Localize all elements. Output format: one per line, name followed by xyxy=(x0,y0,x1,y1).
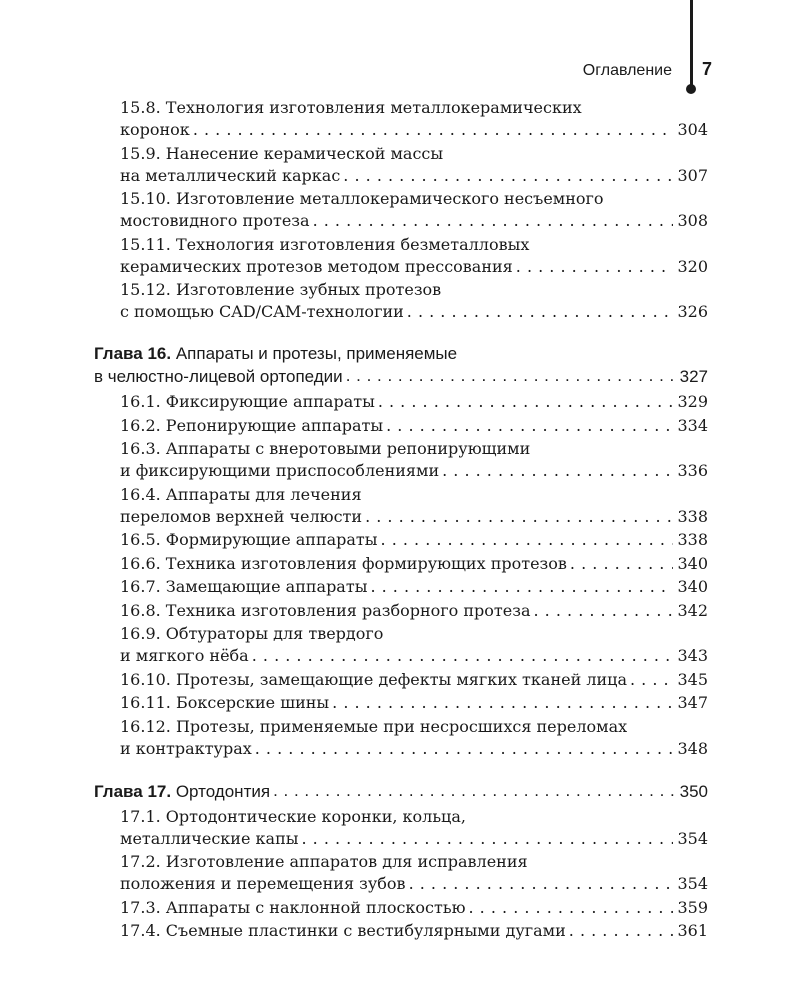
toc-entry-text: 16.2. Репонирующие аппараты xyxy=(120,415,384,435)
toc-entry-line xyxy=(120,897,708,919)
toc-entry-line xyxy=(120,506,708,528)
toc-entry-line xyxy=(120,716,708,738)
toc-entry-line xyxy=(120,391,708,413)
toc-page-number: 361 xyxy=(677,921,708,940)
dot-leader xyxy=(313,210,674,226)
toc-entry-line xyxy=(120,873,708,895)
toc-entry-text: переломов верхней челюсти xyxy=(120,506,363,526)
toc-entry-text: в челюстно-лицевой ортопедии xyxy=(94,367,343,386)
toc-page-number: 336 xyxy=(677,461,708,480)
toc-entry-line xyxy=(120,645,708,667)
toc-entry-line xyxy=(120,279,708,301)
table-of-contents xyxy=(0,97,800,944)
toc-page-number: 326 xyxy=(677,302,708,321)
toc-entry-text: 17.2. Изготовление аппаратов для исправления xyxy=(120,852,528,871)
toc-entry-line xyxy=(120,738,708,760)
toc-entry-text: 16.3. Аппараты с внеротовыми репонирующими xyxy=(120,439,531,458)
toc-page-number: 304 xyxy=(677,120,708,139)
toc-section-entry[interactable] xyxy=(120,851,708,895)
toc-entry-line xyxy=(120,576,708,598)
toc-entry-text: 15.12. Изготовление зубных протезов xyxy=(120,280,442,299)
dot-leader xyxy=(370,576,673,592)
toc-section-entry[interactable] xyxy=(120,415,708,437)
toc-entry-text: 16.10. Протезы, замещающие дефекты мягких тканей лица xyxy=(120,669,627,689)
toc-entry-line xyxy=(120,806,708,828)
toc-entry-line xyxy=(120,234,708,256)
toc-page-number: 338 xyxy=(677,506,708,526)
toc-section-entry[interactable] xyxy=(120,623,708,667)
toc-entry-text: 15.9. Нанесение керамической массы xyxy=(120,143,444,163)
toc-section-entry[interactable] xyxy=(120,529,708,551)
toc-entry-text: 15.11. Технология изготовления безметалловых xyxy=(120,234,530,254)
toc-section-entry[interactable] xyxy=(120,391,708,413)
toc-entry-line xyxy=(120,828,708,850)
dot-leader xyxy=(534,600,674,616)
header-dot xyxy=(686,84,696,94)
toc-entry-text: 15.10. Изготовление металлокерамического несъемного xyxy=(120,189,604,208)
toc-section-entry[interactable] xyxy=(120,897,708,919)
toc-entry-text: и контрактурах xyxy=(120,738,252,758)
toc-entry-line xyxy=(120,210,708,232)
toc-entry-line xyxy=(120,623,708,645)
dot-leader xyxy=(407,301,674,317)
toc-entry-line xyxy=(120,415,708,437)
dot-leader xyxy=(252,645,674,661)
toc-chapter-entry[interactable] xyxy=(94,343,708,388)
toc-entry-text: 16.9. Обтураторы для твердого xyxy=(120,624,384,643)
toc-chapter-entry[interactable] xyxy=(94,780,708,803)
toc-entry-text: 16.6. Техника изготовления формирующих протезов xyxy=(120,553,567,573)
dot-leader xyxy=(386,415,673,431)
toc-entry-line xyxy=(120,600,708,622)
chapter-sections xyxy=(0,806,800,943)
dot-leader xyxy=(516,256,674,272)
toc-section-entry[interactable] xyxy=(120,669,708,691)
toc-entry-text: керамических протезов методом прессования xyxy=(120,256,513,276)
toc-entry-text: 16.7. Замещающие аппараты xyxy=(120,577,368,596)
toc-section-entry[interactable] xyxy=(120,806,708,850)
toc-page-number: 320 xyxy=(677,256,708,276)
toc-section-entry[interactable] xyxy=(120,600,708,622)
toc-entry-line xyxy=(120,692,708,714)
dot-leader xyxy=(365,506,673,522)
toc-entry-text: коронок xyxy=(120,120,190,139)
toc-entry-text: Ортодонтия xyxy=(175,781,271,801)
chapter-label: Глава 16. xyxy=(94,344,172,363)
toc-entry-text: 16.12. Протезы, применяемые при несросшихся переломах xyxy=(120,716,628,736)
toc-section-entry[interactable] xyxy=(120,97,708,141)
toc-entry-text: 16.11. Боксерские шины xyxy=(120,693,330,712)
toc-section-entry[interactable] xyxy=(120,576,708,598)
dot-leader xyxy=(273,780,676,797)
toc-entry-text: положения и перемещения зубов xyxy=(120,874,406,893)
dot-leader xyxy=(255,738,674,754)
toc-page-number: 342 xyxy=(677,600,708,620)
toc-entry-line xyxy=(120,484,708,506)
toc-section-entry[interactable] xyxy=(120,438,708,482)
toc-entry-text: 16.5. Формирующие аппараты xyxy=(120,530,378,549)
toc-page-number: 350 xyxy=(679,781,708,801)
toc-entry-text: 17.3. Аппараты с наклонной плоскостью xyxy=(120,897,466,917)
toc-entry-line xyxy=(120,553,708,575)
chapter-block xyxy=(0,343,800,760)
toc-section-entry[interactable] xyxy=(120,484,708,528)
dot-leader xyxy=(569,920,674,936)
continued-sections xyxy=(0,97,800,323)
toc-entry-line xyxy=(120,256,708,278)
header-rule xyxy=(690,0,693,88)
toc-entry-line xyxy=(120,460,708,482)
toc-section-entry[interactable] xyxy=(120,920,708,942)
toc-section-entry[interactable] xyxy=(120,279,708,323)
toc-page-number: 340 xyxy=(677,577,708,596)
dot-leader xyxy=(378,391,674,407)
toc-entry-text: и фиксирующими приспособлениями xyxy=(120,461,440,480)
toc-entry-text: 17.4. Съемные пластинки с вестибулярными дугами xyxy=(120,921,566,940)
toc-page-number: 329 xyxy=(677,392,708,411)
toc-entry-line xyxy=(120,165,708,187)
toc-page-number: 334 xyxy=(677,415,708,435)
toc-entry-text: мостовидного протеза xyxy=(120,211,310,230)
dot-leader xyxy=(409,873,674,889)
dot-leader xyxy=(442,460,673,476)
toc-entry-text: 16.1. Фиксирующие аппараты xyxy=(120,392,375,411)
dot-leader xyxy=(381,529,674,545)
chapter-block xyxy=(0,97,800,323)
toc-section-entry[interactable] xyxy=(120,692,708,714)
toc-entry-line xyxy=(120,301,708,323)
chapter-label: Глава 17. xyxy=(94,781,172,801)
toc-section-entry[interactable] xyxy=(120,188,708,232)
toc-entry-text: 17.1. Ортодонтические коронки, кольца, xyxy=(120,806,466,826)
toc-page-number: 354 xyxy=(677,874,708,893)
toc-entry-line xyxy=(120,143,708,165)
toc-entry-text: металлические капы xyxy=(120,828,299,848)
toc-entry-line xyxy=(94,780,708,803)
toc-page-number: 338 xyxy=(677,530,708,549)
dot-leader xyxy=(193,119,674,135)
toc-page-number: 345 xyxy=(677,669,708,689)
toc-entry-text: 15.8. Технология изготовления металлокерамических xyxy=(120,98,582,117)
toc-page-number: 340 xyxy=(677,553,708,573)
toc-entry-line xyxy=(94,343,708,365)
toc-page-number: 307 xyxy=(677,165,708,185)
dot-leader xyxy=(343,165,673,181)
toc-entry-line xyxy=(94,365,708,388)
toc-entry-line xyxy=(120,438,708,460)
dot-leader xyxy=(301,828,673,844)
toc-page-number: 348 xyxy=(677,738,708,758)
toc-section-entry[interactable] xyxy=(120,234,708,278)
toc-section-entry[interactable] xyxy=(120,143,708,187)
toc-entry-text: на металлический каркас xyxy=(120,165,341,185)
dot-leader xyxy=(346,365,676,382)
toc-entry-line xyxy=(120,119,708,141)
toc-entry-line xyxy=(120,669,708,691)
toc-entry-line xyxy=(120,529,708,551)
toc-section-entry[interactable] xyxy=(120,553,708,575)
running-header-title: Оглавление xyxy=(582,62,672,79)
toc-page-number: 347 xyxy=(677,693,708,712)
toc-entry-text: 16.4. Аппараты для лечения xyxy=(120,484,362,504)
toc-entry-line xyxy=(120,97,708,119)
toc-entry-line xyxy=(120,920,708,942)
toc-entry-text: 16.8. Техника изготовления разборного протеза xyxy=(120,600,531,620)
toc-entry-line xyxy=(120,851,708,873)
page-number: 7 xyxy=(702,59,713,79)
toc-page-number: 354 xyxy=(677,828,708,848)
toc-page-number: 359 xyxy=(677,897,708,917)
toc-entry-text: с помощью CAD/CAM-технологии xyxy=(120,302,404,321)
toc-entry-text: и мягкого нёба xyxy=(120,646,249,665)
dot-leader xyxy=(469,897,674,913)
chapter-sections xyxy=(0,391,800,760)
toc-entry-line xyxy=(120,188,708,210)
toc-page-number: 308 xyxy=(677,211,708,230)
dot-leader xyxy=(630,669,673,685)
dot-leader xyxy=(332,692,673,708)
toc-section-entry[interactable] xyxy=(120,716,708,760)
toc-page-number: 343 xyxy=(677,646,708,665)
toc-entry-text: Аппараты и протезы, применяемые xyxy=(175,344,458,363)
chapter-block xyxy=(0,780,800,943)
toc-page-number: 327 xyxy=(679,367,708,386)
dot-leader xyxy=(570,553,674,569)
